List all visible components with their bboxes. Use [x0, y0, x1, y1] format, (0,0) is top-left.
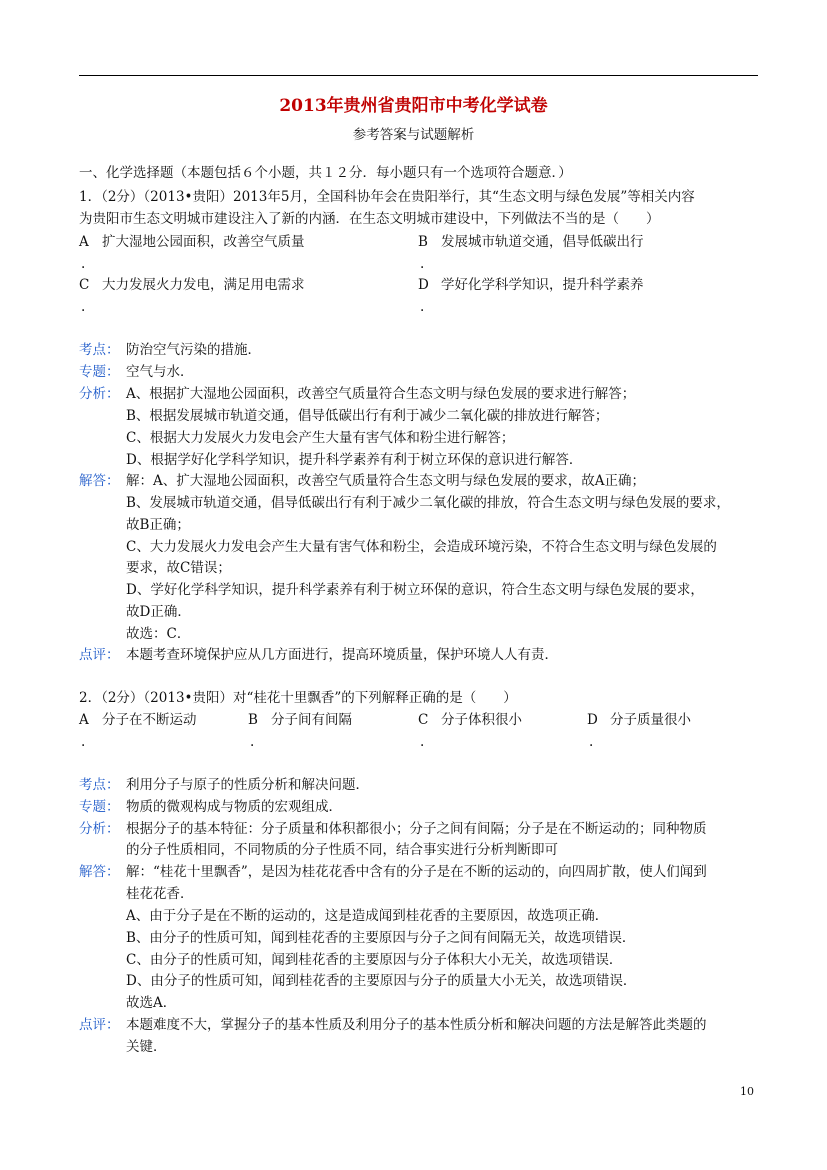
section-heading: 一、化学选择题（本题包括６个小题，共１２分．每小题只有一个选项符合题意．）: [79, 165, 572, 181]
q1-option-letter: D: [418, 277, 429, 293]
fenxi-label: 分析：: [79, 386, 120, 402]
q1-kaodian: 防治空气污染的措施．: [126, 342, 261, 358]
q1-jieda-line: D、学好化学科学知识，提升科学素养有利于树立环保的意识，符合生态文明与绿色发展的要求，: [126, 582, 704, 598]
jieda-label: 解答：: [79, 473, 120, 489]
q1-option-text: 发展城市轨道交通，倡导低碳出行: [441, 234, 644, 250]
document-subtitle: 参考答案与试题解析: [352, 127, 475, 143]
q1-option-text: 学好化学科学知识，提升科学素养: [441, 277, 644, 293]
q2-option-letter: A: [79, 712, 89, 728]
page-number: 10: [740, 1085, 754, 1098]
q1-jieda-line: 要求，故C错误；: [126, 560, 231, 576]
q2-option-text: 分子间有间隔: [271, 712, 352, 728]
option-dot: .: [420, 256, 425, 272]
q1-fenxi-line: C、根据大力发展火力发电会产生大量有害气体和粉尘进行解答；: [126, 430, 515, 446]
q2-fenxi-line: 的分子性质相同，不同物质的分子性质不同，结合事实进行分析判断即可: [126, 842, 558, 858]
q2-option-text: 分子体积很小: [441, 712, 522, 728]
q2-option-letter: D: [587, 712, 598, 728]
dianping-label: 点评：: [79, 647, 120, 663]
q2-dianping-line: 关键．: [126, 1039, 167, 1055]
q2-option-letter: B: [248, 712, 258, 728]
dianping-label: 点评：: [79, 1017, 120, 1033]
option-dot: .: [81, 256, 86, 272]
q2-option-text: 分子在不断运动: [102, 712, 197, 728]
option-dot: .: [420, 734, 425, 750]
option-dot: .: [589, 734, 594, 750]
q1-stem-line: 1．（2分）（2013•贵阳）2013年5月，全国科协年会在贵阳举行，其“生态文明与绿色发展”等相关内容: [79, 189, 695, 205]
kaodian-label: 考点：: [79, 342, 120, 358]
kaodian-label: 考点：: [79, 777, 120, 793]
option-dot: .: [250, 734, 255, 750]
q2-fenxi-line: 根据分子的基本特征：分子质量和体积都很小；分子之间有间隔；分子是在不断运动的；同种物质: [126, 821, 707, 837]
fenxi-label: 分析：: [79, 821, 120, 837]
option-dot: .: [81, 299, 86, 315]
q1-option-letter: A: [79, 234, 89, 250]
zhuanti-label: 专题：: [79, 364, 120, 380]
zhuanti-label: 专题：: [79, 799, 120, 815]
q2-jieda-line: 桂花花香．: [126, 886, 194, 902]
q1-fenxi-line: A、根据扩大湿地公园面积，改善空气质量符合生态文明与绿色发展的要求进行解答；: [126, 386, 636, 402]
q1-fenxi-line: B、根据发展城市轨道交通，倡导低碳出行有利于减少二氧化碳的排放进行解答；: [126, 408, 609, 424]
q1-jieda-line: 解：A、扩大湿地公园面积，改善空气质量符合生态文明与绿色发展的要求，故A正确；: [126, 473, 645, 489]
q1-jieda-line: 故B正确；: [126, 517, 190, 533]
q1-option-letter: C: [79, 277, 90, 293]
q2-kaodian: 利用分子与原子的性质分析和解决问题．: [126, 777, 369, 793]
document-title: 2013年贵州省贵阳市中考化学试卷: [279, 96, 548, 116]
q2-jieda-line: 故选A．: [126, 995, 177, 1011]
q2-option-letter: C: [418, 712, 429, 728]
q1-stem-line: 为贵阳市生态文明城市建设注入了新的内涵．在生态文明城市建设中，下列做法不当的是（ ）: [79, 211, 660, 227]
q2-jieda-line: C、由分子的性质可知，闻到桂花香的主要原因与分子体积大小无关，故选项错误．: [126, 952, 623, 968]
q1-jieda-line: C、大力发展火力发电会产生大量有害气体和粉尘，会造成环境污染，不符合生态文明与绿色发展的: [126, 539, 717, 555]
q2-jieda-line: 解：“桂花十里飘香”，是因为桂花花香中含有的分子是在不断的运动的，向四周扩散，使人们闻到: [126, 864, 707, 880]
q2-option-text: 分子质量很小: [610, 712, 691, 728]
q1-option-text: 大力发展火力发电，满足用电需求: [102, 277, 305, 293]
q1-jieda-line: 故D正确．: [126, 604, 191, 620]
q2-stem: 2．（2分）（2013•贵阳）对“桂花十里飘香”的下列解释正确的是（ ）: [79, 690, 517, 706]
q1-option-text: 扩大湿地公园面积，改善空气质量: [102, 234, 305, 250]
jieda-label: 解答：: [79, 864, 120, 880]
top-rule: [79, 75, 758, 76]
q1-option-letter: B: [418, 234, 428, 250]
q2-jieda-line: A、由于分子是在不断的运动的，这是造成闻到桂花香的主要原因，故选项正确．: [126, 908, 609, 924]
q2-dianping-line: 本题难度不大，掌握分子的基本性质及利用分子的基本性质分析和解决问题的方法是解答此类题的: [126, 1017, 707, 1033]
q1-zhuanti: 空气与水．: [126, 364, 194, 380]
q1-dianping: 本题考查环境保护应从几方面进行，提高环境质量，保护环境人人有责．: [126, 647, 558, 663]
q1-fenxi-line: D、根据学好化学科学知识，提升科学素养有利于树立环保的意识进行解答．: [126, 452, 583, 468]
q2-jieda-line: D、由分子的性质可知，闻到桂花香的主要原因与分子的质量大小无关，故选项错误．: [126, 973, 637, 989]
option-dot: .: [420, 299, 425, 315]
q2-zhuanti: 物质的微观构成与物质的宏观组成．: [126, 799, 342, 815]
q2-jieda-line: B、由分子的性质可知，闻到桂花香的主要原因与分子之间有间隔无关，故选项错误．: [126, 930, 636, 946]
q1-jieda-line: B、发展城市轨道交通，倡导低碳出行有利于减少二氧化碳的排放，符合生态文明与绿色发展的要求，: [126, 495, 730, 511]
option-dot: .: [81, 734, 86, 750]
q1-jieda-line: 故选：C．: [126, 626, 191, 642]
